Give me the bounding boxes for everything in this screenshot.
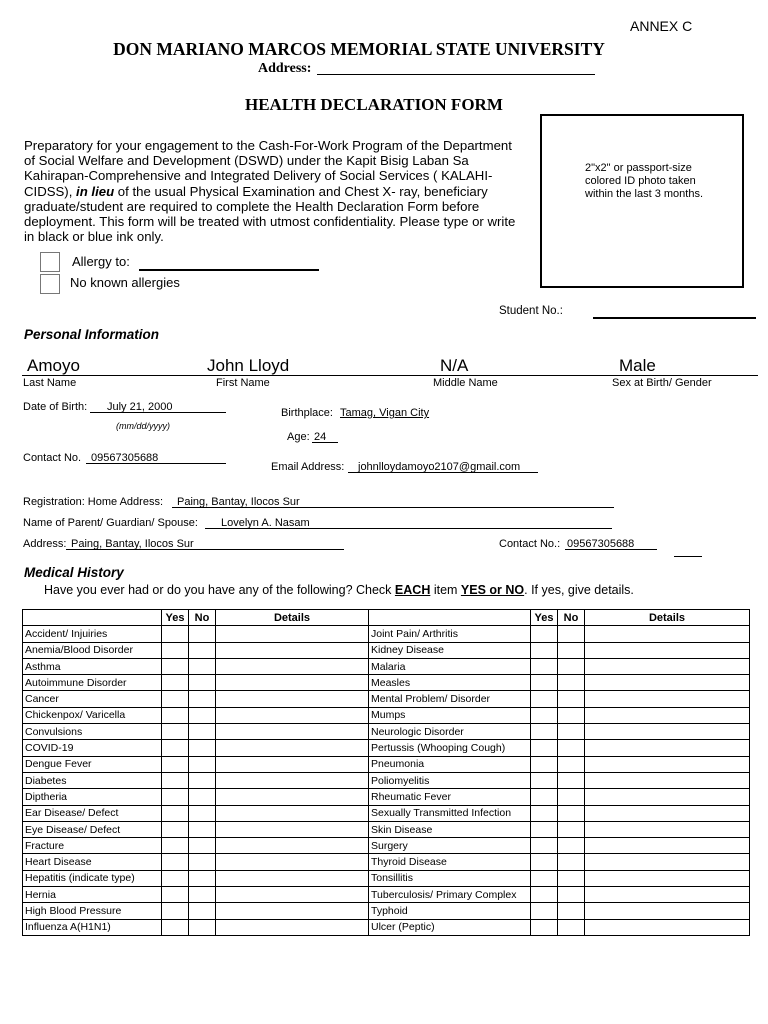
details-cell-right[interactable]: [585, 838, 750, 854]
yes-cell-left[interactable]: [162, 740, 189, 756]
instr-yesno: YES or NO: [460, 583, 525, 597]
yes-cell-left[interactable]: [162, 870, 189, 886]
parent-value[interactable]: Lovelyn A. Nasam: [221, 517, 310, 529]
details-cell-right[interactable]: [585, 675, 750, 691]
condition-name-left: Accident/ Injuiries: [23, 626, 162, 642]
parent-label: Name of Parent/ Guardian/ Spouse:: [23, 517, 198, 529]
no-cell-right[interactable]: [558, 642, 585, 658]
yes-cell-right[interactable]: [531, 675, 558, 691]
no-cell-right[interactable]: [558, 756, 585, 772]
condition-name-right: Malaria: [369, 658, 531, 674]
first-name-label: First Name: [216, 377, 270, 389]
details-cell-right[interactable]: [585, 887, 750, 903]
details-cell-right[interactable]: [585, 789, 750, 805]
address-label: Address:: [258, 61, 312, 76]
table-row: [23, 642, 750, 658]
intro-part1: Preparatory for your engagement to the Cash-For-Work Program of the Department of Social Welfare and Development (DSWD) under the Kapit Bisig Laban Sa Kahirapan-Comprehensive and Integrated Delivery of Social Services ( KALAHI-CIDSS),: [24, 138, 512, 199]
in-lieu: in lieu: [76, 183, 115, 199]
details-cell-left[interactable]: [216, 724, 369, 740]
header-condition-left: [23, 610, 162, 626]
table-row: [23, 805, 750, 821]
no-cell-right[interactable]: [558, 919, 585, 935]
yes-cell-right[interactable]: [531, 789, 558, 805]
details-cell-right[interactable]: [585, 805, 750, 821]
email-line: [348, 472, 538, 473]
no-cell-left[interactable]: [189, 740, 216, 756]
condition-name-left: Heart Disease: [23, 854, 162, 870]
table-row: [23, 903, 750, 919]
details-cell-left[interactable]: [216, 707, 369, 723]
yes-cell-right[interactable]: [531, 740, 558, 756]
first-name-value[interactable]: John Lloyd: [207, 356, 290, 375]
condition-name-left: Convulsions: [23, 724, 162, 740]
details-cell-left[interactable]: [216, 838, 369, 854]
header-details-left: Details: [216, 610, 369, 626]
instr-c: . If yes, give details.: [524, 583, 634, 597]
details-cell-right[interactable]: [585, 870, 750, 886]
no-cell-right[interactable]: [558, 903, 585, 919]
student-no-label: Student No.:: [499, 305, 563, 317]
yes-cell-right[interactable]: [531, 870, 558, 886]
condition-name-right: Pertussis (Whooping Cough): [369, 740, 531, 756]
details-cell-left[interactable]: [216, 903, 369, 919]
yes-cell-left[interactable]: [162, 838, 189, 854]
condition-name-right: Tonsillitis: [369, 870, 531, 886]
condition-name-right: Tuberculosis/ Primary Complex: [369, 887, 531, 903]
dob-format: (mm/dd/yyyy): [116, 421, 170, 431]
yes-cell-left[interactable]: [162, 724, 189, 740]
no-cell-left[interactable]: [189, 642, 216, 658]
table-row: [23, 919, 750, 935]
allergy-checkbox[interactable]: [40, 252, 60, 272]
birthplace-label: Birthplace:: [281, 407, 333, 419]
condition-name-right: Kidney Disease: [369, 642, 531, 658]
yes-cell-left[interactable]: [162, 626, 189, 642]
contact-label: Contact No.: [23, 452, 82, 464]
yes-cell-right[interactable]: [531, 642, 558, 658]
yes-cell-right[interactable]: [531, 887, 558, 903]
details-cell-left[interactable]: [216, 691, 369, 707]
no-allergy-checkbox[interactable]: [40, 274, 60, 294]
table-row: [23, 887, 750, 903]
details-cell-right[interactable]: [585, 691, 750, 707]
details-cell-right[interactable]: [585, 724, 750, 740]
reg-address-line: [172, 507, 614, 508]
table-row: [23, 772, 750, 788]
yes-cell-right[interactable]: [531, 854, 558, 870]
no-cell-right[interactable]: [558, 724, 585, 740]
yes-cell-left[interactable]: [162, 772, 189, 788]
condition-name-right: Typhoid: [369, 903, 531, 919]
yes-cell-left[interactable]: [162, 658, 189, 674]
intro-paragraph: [24, 138, 524, 244]
condition-name-right: Poliomyelitis: [369, 772, 531, 788]
form-title: HEALTH DECLARATION FORM: [245, 95, 503, 114]
condition-name-right: Ulcer (Peptic): [369, 919, 531, 935]
table-row: [23, 821, 750, 837]
details-cell-left[interactable]: [216, 821, 369, 837]
no-cell-right[interactable]: [558, 887, 585, 903]
yes-cell-left[interactable]: [162, 887, 189, 903]
details-cell-left[interactable]: [216, 854, 369, 870]
condition-name-left: High Blood Pressure: [23, 903, 162, 919]
no-cell-left[interactable]: [189, 789, 216, 805]
no-cell-left[interactable]: [189, 903, 216, 919]
address-line[interactable]: [317, 74, 595, 75]
yes-cell-right[interactable]: [531, 756, 558, 772]
yes-cell-right[interactable]: [531, 903, 558, 919]
details-cell-left[interactable]: [216, 919, 369, 935]
no-cell-left[interactable]: [189, 756, 216, 772]
details-cell-left[interactable]: [216, 658, 369, 674]
no-cell-left[interactable]: [189, 838, 216, 854]
table-row: [23, 724, 750, 740]
photo-note: 2"x2" or passport-size colored ID photo taken within the last 3 months.: [585, 162, 704, 200]
table-row: [23, 740, 750, 756]
header-no-right: No: [558, 610, 585, 626]
condition-name-left: Diabetes: [23, 772, 162, 788]
no-cell-right[interactable]: [558, 626, 585, 642]
table-row: [23, 658, 750, 674]
no-cell-left[interactable]: [189, 919, 216, 935]
details-cell-right[interactable]: [585, 919, 750, 935]
yes-cell-left[interactable]: [162, 919, 189, 935]
address2-label: Address:: [23, 538, 67, 550]
contact2-value[interactable]: 09567305688: [567, 538, 635, 550]
no-cell-right[interactable]: [558, 691, 585, 707]
condition-name-right: Skin Disease: [369, 821, 531, 837]
condition-name-right: Measles: [369, 675, 531, 691]
yes-cell-left[interactable]: [162, 805, 189, 821]
details-cell-left[interactable]: [216, 870, 369, 886]
no-cell-right[interactable]: [558, 838, 585, 854]
medical-history-body: [23, 626, 750, 936]
no-cell-right[interactable]: [558, 854, 585, 870]
details-cell-right[interactable]: [585, 854, 750, 870]
no-cell-left[interactable]: [189, 724, 216, 740]
condition-name-right: Rheumatic Fever: [369, 789, 531, 805]
no-cell-left[interactable]: [189, 870, 216, 886]
no-cell-right[interactable]: [558, 740, 585, 756]
no-cell-left[interactable]: [189, 691, 216, 707]
details-cell-right[interactable]: [585, 642, 750, 658]
dob-line: [90, 412, 226, 413]
details-cell-left[interactable]: [216, 626, 369, 642]
table-row: [23, 756, 750, 772]
middle-name-value[interactable]: N/A: [440, 356, 469, 375]
allergy-line[interactable]: [139, 269, 319, 271]
email-value[interactable]: johnlloydamoyo2107@gmail.com: [358, 461, 521, 473]
header-yes-right: Yes: [531, 610, 558, 626]
contact2-line: [565, 549, 657, 550]
yes-cell-right[interactable]: [531, 691, 558, 707]
contact-value[interactable]: 09567305688: [91, 452, 159, 464]
medical-instructions: [44, 583, 634, 597]
middle-name-label: Middle Name: [433, 377, 498, 389]
annex-label: ANNEX C: [630, 18, 693, 34]
condition-name-left: Influenza A(H1N1): [23, 919, 162, 935]
header-no-left: No: [189, 610, 216, 626]
photo-box[interactable]: [540, 114, 744, 288]
table-header-row: [23, 610, 750, 626]
intro-part2: of the usual Physical Examination and Chest X- ray, beneficiary graduate/student are required to complete the Health Declaration Form before deployment. This form will be treated with utmost confidentiality. Please type or write in black or blue ink only.: [24, 183, 516, 245]
no-cell-left[interactable]: [189, 772, 216, 788]
no-cell-left[interactable]: [189, 707, 216, 723]
condition-name-left: COVID-19: [23, 740, 162, 756]
table-row: [23, 626, 750, 642]
condition-name-left: Diptheria: [23, 789, 162, 805]
yes-cell-left[interactable]: [162, 821, 189, 837]
no-cell-right[interactable]: [558, 707, 585, 723]
parent-line: [205, 528, 612, 529]
condition-name-right: Surgery: [369, 838, 531, 854]
yes-cell-right[interactable]: [531, 724, 558, 740]
table-row: [23, 707, 750, 723]
no-allergy-label: No known allergies: [70, 275, 180, 290]
no-cell-right[interactable]: [558, 805, 585, 821]
no-cell-left[interactable]: [189, 675, 216, 691]
condition-name-left: Hepatitis (indicate type): [23, 870, 162, 886]
table-row: [23, 870, 750, 886]
condition-name-right: Mumps: [369, 707, 531, 723]
table-row: [23, 838, 750, 854]
condition-name-left: Fracture: [23, 838, 162, 854]
dob-label: Date of Birth:: [23, 401, 88, 413]
no-cell-right[interactable]: [558, 821, 585, 837]
details-cell-right[interactable]: [585, 903, 750, 919]
no-cell-left[interactable]: [189, 887, 216, 903]
condition-name-left: Eye Disease/ Defect: [23, 821, 162, 837]
condition-name-left: Asthma: [23, 658, 162, 674]
yes-cell-left[interactable]: [162, 756, 189, 772]
details-cell-right[interactable]: [585, 740, 750, 756]
no-cell-right[interactable]: [558, 789, 585, 805]
yes-cell-right[interactable]: [531, 626, 558, 642]
personal-heading: Personal Information: [24, 327, 160, 342]
medical-heading: Medical History: [24, 565, 124, 580]
condition-name-right: Sexually Transmitted Infection: [369, 805, 531, 821]
age-label: Age:: [287, 431, 310, 443]
contact2-extra-line: [674, 556, 702, 557]
instr-a: Have you ever had or do you have any of the following? Check: [44, 583, 395, 597]
last-name-label: Last Name: [23, 377, 77, 389]
condition-name-left: Hernia: [23, 887, 162, 903]
yes-cell-left[interactable]: [162, 675, 189, 691]
reg-address-label: Registration: Home Address:: [23, 496, 164, 508]
details-cell-left[interactable]: [216, 789, 369, 805]
details-cell-right[interactable]: [585, 626, 750, 642]
sex-label: Sex at Birth/ Gender: [612, 377, 712, 389]
email-label: Email Address:: [271, 461, 345, 473]
no-cell-right[interactable]: [558, 658, 585, 674]
yes-cell-right[interactable]: [531, 772, 558, 788]
details-cell-left[interactable]: [216, 756, 369, 772]
table-row: [23, 675, 750, 691]
condition-name-left: Dengue Fever: [23, 756, 162, 772]
details-cell-right[interactable]: [585, 658, 750, 674]
last-name-value[interactable]: Amoyo: [27, 356, 80, 375]
no-cell-left[interactable]: [189, 658, 216, 674]
condition-name-left: Cancer: [23, 691, 162, 707]
no-cell-right[interactable]: [558, 675, 585, 691]
contact-line: [86, 463, 226, 464]
condition-name-right: Mental Problem/ Disorder: [369, 691, 531, 707]
condition-name-right: Pneumonia: [369, 756, 531, 772]
address2-value[interactable]: Paing, Bantay, Ilocos Sur: [71, 538, 194, 550]
dob-value[interactable]: July 21, 2000: [107, 401, 173, 413]
details-cell-right[interactable]: [585, 756, 750, 772]
details-cell-left[interactable]: [216, 772, 369, 788]
university-name: DON MARIANO MARCOS MEMORIAL STATE UNIVERSITY: [113, 39, 605, 59]
no-cell-left[interactable]: [189, 854, 216, 870]
yes-cell-right[interactable]: [531, 919, 558, 935]
student-no-line[interactable]: [593, 317, 756, 319]
age-line: [312, 442, 338, 443]
yes-cell-left[interactable]: [162, 642, 189, 658]
no-cell-right[interactable]: [558, 870, 585, 886]
condition-name-left: Anemia/Blood Disorder: [23, 642, 162, 658]
details-cell-left[interactable]: [216, 642, 369, 658]
medical-history-table: [22, 609, 750, 936]
reg-address-value[interactable]: Paing, Bantay, Ilocos Sur: [177, 496, 300, 508]
condition-name-right: Neurologic Disorder: [369, 724, 531, 740]
condition-name-left: Ear Disease/ Defect: [23, 805, 162, 821]
yes-cell-left[interactable]: [162, 854, 189, 870]
details-cell-left[interactable]: [216, 740, 369, 756]
name-line: [22, 375, 758, 376]
yes-cell-right[interactable]: [531, 838, 558, 854]
condition-name-right: Joint Pain/ Arthritis: [369, 626, 531, 642]
instr-each: EACH: [394, 583, 431, 597]
details-cell-left[interactable]: [216, 887, 369, 903]
table-row: [23, 854, 750, 870]
yes-cell-left[interactable]: [162, 707, 189, 723]
header-details-right: Details: [585, 610, 750, 626]
details-cell-right[interactable]: [585, 821, 750, 837]
yes-cell-right[interactable]: [531, 707, 558, 723]
address2-line: [66, 549, 344, 550]
contact2-label: Contact No.:: [499, 538, 561, 550]
age-value[interactable]: 24: [314, 431, 327, 443]
condition-name-left: Autoimmune Disorder: [23, 675, 162, 691]
no-cell-left[interactable]: [189, 626, 216, 642]
no-cell-left[interactable]: [189, 805, 216, 821]
condition-name-left: Chickenpox/ Varicella: [23, 707, 162, 723]
header-condition-right: [369, 610, 531, 626]
yes-cell-left[interactable]: [162, 903, 189, 919]
allergy-label: Allergy to:: [72, 254, 130, 269]
birthplace-value[interactable]: Tamag, Vigan City: [340, 407, 430, 419]
details-cell-right[interactable]: [585, 707, 750, 723]
details-cell-right[interactable]: [585, 772, 750, 788]
yes-cell-right[interactable]: [531, 658, 558, 674]
details-cell-left[interactable]: [216, 805, 369, 821]
yes-cell-right[interactable]: [531, 821, 558, 837]
instr-b: item: [430, 583, 461, 597]
yes-cell-left[interactable]: [162, 691, 189, 707]
no-cell-right[interactable]: [558, 772, 585, 788]
table-row: [23, 691, 750, 707]
table-row: [23, 789, 750, 805]
no-cell-left[interactable]: [189, 821, 216, 837]
condition-name-right: Thyroid Disease: [369, 854, 531, 870]
sex-value[interactable]: Male: [619, 356, 656, 375]
yes-cell-left[interactable]: [162, 789, 189, 805]
header-yes-left: Yes: [162, 610, 189, 626]
details-cell-left[interactable]: [216, 675, 369, 691]
yes-cell-right[interactable]: [531, 805, 558, 821]
